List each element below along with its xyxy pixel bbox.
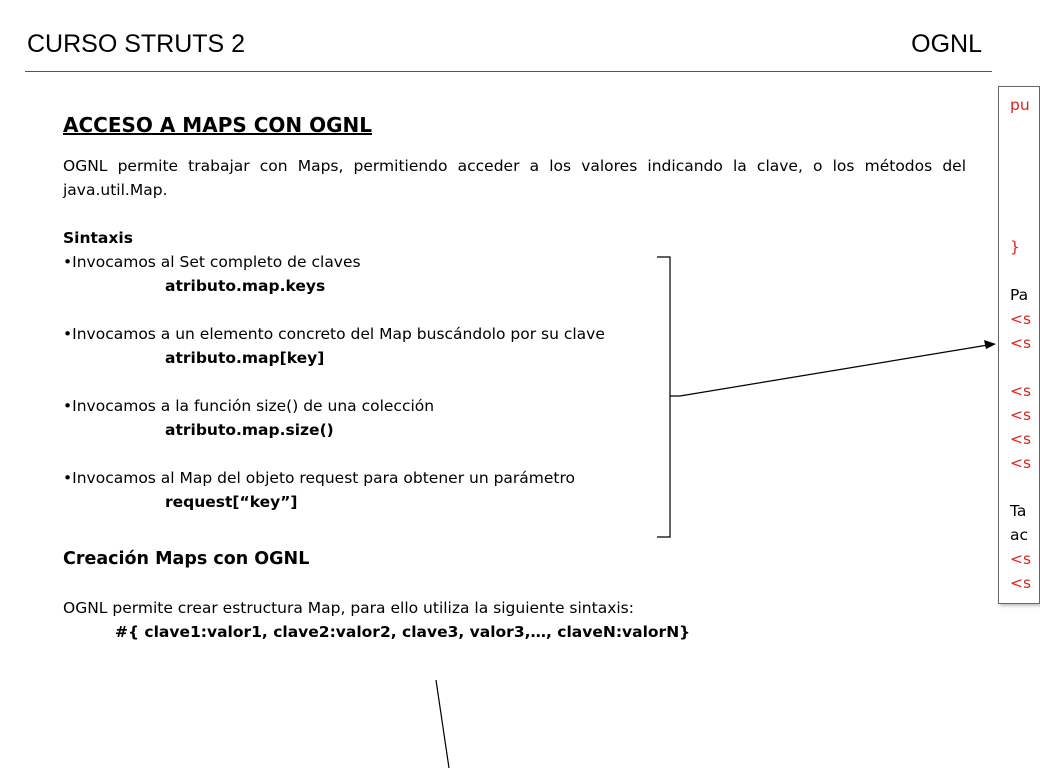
slide-title: ACCESO A MAPS CON OGNL bbox=[63, 113, 372, 137]
intro-paragraph: OGNL permite trabajar con Maps, permitiendo acceder a los valores indicando la clave, o los métodos del java.util.Map. bbox=[63, 157, 966, 199]
panel-line: <s bbox=[1010, 310, 1032, 328]
panel-line: Ta bbox=[1010, 502, 1027, 520]
creacion-syntax: #{ clave1:valor1, clave2:valor2, clave3, valor3,…, claveN:valorN} bbox=[115, 623, 691, 641]
syntax-item-code: atributo.map.size() bbox=[165, 421, 334, 439]
panel-line: <s bbox=[1010, 334, 1032, 352]
panel-line: <s bbox=[1010, 430, 1032, 448]
header-topic: OGNL bbox=[911, 30, 982, 58]
code-side-panel bbox=[998, 86, 1040, 604]
panel-line: pu bbox=[1010, 96, 1030, 114]
syntax-item-code: request[“key”] bbox=[165, 493, 298, 511]
panel-line: <s bbox=[1010, 382, 1032, 400]
panel-line: <s bbox=[1010, 550, 1032, 568]
syntax-item-text: •Invocamos al Map del objeto request para obtener un parámetro bbox=[63, 469, 576, 487]
panel-line: ac bbox=[1010, 526, 1029, 544]
syntax-item-text: •Invocamos a un elemento concreto del Map buscándolo por su clave bbox=[63, 325, 605, 343]
syntax-item-text: •Invocamos al Set completo de claves bbox=[63, 253, 361, 271]
panel-line: <s bbox=[1010, 574, 1032, 592]
panel-line: Pa bbox=[1010, 286, 1029, 304]
bracket-shape bbox=[657, 257, 680, 537]
header-course-title: CURSO STRUTS 2 bbox=[27, 30, 246, 58]
sintaxis-heading: Sintaxis bbox=[63, 229, 133, 247]
lower-connector-line bbox=[436, 680, 449, 768]
panel-line: } bbox=[1010, 238, 1020, 256]
syntax-item-code: atributo.map[key] bbox=[165, 349, 325, 367]
arrow-line bbox=[680, 344, 994, 396]
creacion-heading: Creación Maps con OGNL bbox=[63, 549, 310, 569]
syntax-item-text: •Invocamos a la función size() de una colección bbox=[63, 397, 435, 415]
syntax-item-code: atributo.map.keys bbox=[165, 277, 326, 295]
arrow-head bbox=[984, 340, 996, 349]
panel-line: <s bbox=[1010, 454, 1032, 472]
panel-line: <s bbox=[1010, 406, 1032, 424]
creacion-paragraph: OGNL permite crear estructura Map, para ello utiliza la siguiente sintaxis: bbox=[63, 599, 634, 617]
